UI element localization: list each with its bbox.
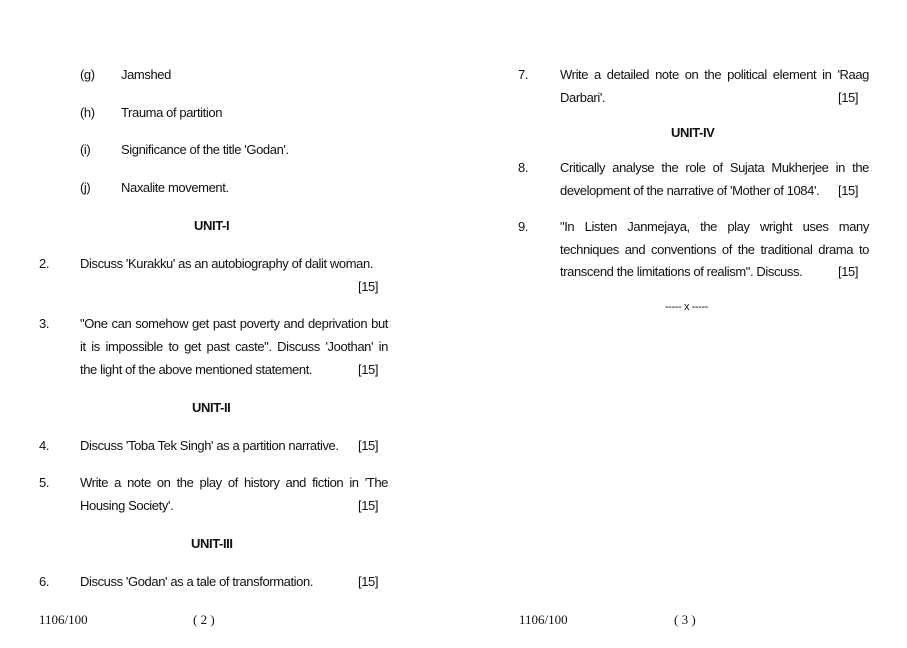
q3-number: 3. <box>39 316 50 331</box>
q7-number: 7. <box>518 67 529 82</box>
item-label-g: (g) <box>80 67 95 82</box>
q5-marks: [15] <box>358 498 379 513</box>
item-text-h: Trauma of partition <box>121 105 223 120</box>
q3-marks: [15] <box>358 362 379 377</box>
q2-marks: [15] <box>358 279 379 294</box>
footer-code: 1106/100 <box>39 612 88 627</box>
page-number: ( 2 ) <box>193 612 215 627</box>
q7-line-2: Darbari'. <box>560 90 606 105</box>
q5-number: 5. <box>39 475 50 490</box>
right-page <box>453 0 907 648</box>
q2-line-1: Discuss 'Kurakku' as an autobiography of dalit woman. <box>80 256 374 271</box>
page-number: ( 3 ) <box>674 612 696 627</box>
left-page <box>0 0 453 648</box>
unit-3-heading: UNIT-III <box>191 536 233 551</box>
item-text-i: Significance of the title 'Godan'. <box>121 142 289 157</box>
q4-line-1: Discuss 'Toba Tek Singh' as a partition narrative. <box>80 438 339 453</box>
q8-line-2: development of the narrative of 'Mother of 1084'. <box>560 183 820 198</box>
item-label-j: (j) <box>80 180 91 195</box>
unit-1-heading: UNIT-I <box>194 218 230 233</box>
q6-marks: [15] <box>358 574 379 589</box>
q7-line-1: Write a detailed note on the political element in 'Raag <box>560 67 869 82</box>
q8-line-1: Critically analyse the role of Sujata Mukherjee in the <box>560 160 869 175</box>
q8-number: 8. <box>518 160 529 175</box>
q3-line-3: the light of the above mentioned statement. <box>80 362 313 377</box>
q9-number: 9. <box>518 219 529 234</box>
q5-line-1: Write a note on the play of history and fiction in 'The <box>80 475 388 490</box>
q3-line-2: it is impossible to get past caste". Discuss 'Joothan' in <box>80 339 388 354</box>
q4-number: 4. <box>39 438 50 453</box>
q9-line-2: techniques and conventions of the traditional drama to <box>560 242 869 257</box>
item-label-i: (i) <box>80 142 91 157</box>
q5-line-2: Housing Society'. <box>80 498 174 513</box>
q6-number: 6. <box>39 574 50 589</box>
item-label-h: (h) <box>80 105 95 120</box>
q7-marks: [15] <box>838 90 859 105</box>
q9-line-3: transcend the limitations of realism". Discuss. <box>560 264 803 279</box>
q3-line-1: "One can somehow get past poverty and deprivation but <box>80 316 388 331</box>
q9-marks: [15] <box>838 264 859 279</box>
item-text-j: Naxalite movement. <box>121 180 229 195</box>
q8-marks: [15] <box>838 183 859 198</box>
footer-code: 1106/100 <box>519 612 568 627</box>
unit-2-heading: UNIT-II <box>192 400 231 415</box>
end-mark: ----- x ----- <box>665 301 709 313</box>
q6-line-1: Discuss 'Godan' as a tale of transformation. <box>80 574 314 589</box>
item-text-g: Jamshed <box>121 67 171 82</box>
q9-line-1: "In Listen Janmejaya, the play wright uses many <box>560 219 869 234</box>
q2-number: 2. <box>39 256 50 271</box>
unit-4-heading: UNIT-IV <box>671 125 715 140</box>
q4-marks: [15] <box>358 438 379 453</box>
